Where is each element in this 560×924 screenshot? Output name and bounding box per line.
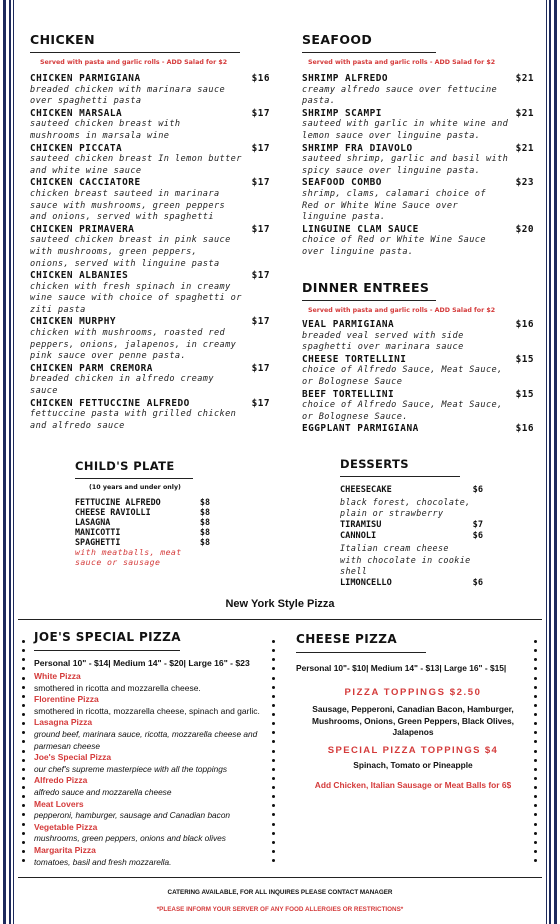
- item-price: $6: [472, 485, 483, 495]
- dot: [22, 759, 25, 762]
- item-description: shrimp, clams, calamari choice of: [302, 188, 486, 199]
- dot: [272, 859, 275, 862]
- dot: [272, 759, 275, 762]
- menu-item: [30, 398, 270, 410]
- item-name: CHICKEN CACCIATORE: [30, 177, 141, 189]
- section-note: Served with pasta and garlic rolls - ADD Salad for $2: [308, 307, 496, 314]
- dot: [22, 649, 25, 652]
- item-description: sauce: [30, 386, 58, 397]
- pizza-name: Margarita Pizza: [34, 844, 96, 855]
- item-price: $16: [515, 319, 534, 330]
- item-description: with mushrooms, green peppers,: [30, 246, 198, 257]
- item-description: sauteed chicken breast in pink sauce: [30, 235, 231, 246]
- menu-item: [30, 177, 270, 189]
- dot: [272, 804, 275, 807]
- item-description: sauce with mushrooms, green peppers: [30, 200, 226, 211]
- item-description: mushrooms in marsala wine: [30, 130, 170, 141]
- item-description: pink sauce over penne pasta.: [30, 351, 187, 362]
- menu-item: [30, 224, 270, 236]
- menu-item: [302, 73, 534, 85]
- item-description: over spaghetti pasta: [30, 96, 142, 107]
- section-title: JOE'S SPECIAL PIZZA: [34, 630, 181, 644]
- childs-extra-line: with meatballs, meat: [75, 547, 182, 557]
- item-name: BEEF TORTELLINI: [302, 388, 395, 400]
- pizza-description: tomatoes, basil and fresh mozzarella.: [34, 856, 172, 867]
- item-description: and white wine sauce: [30, 165, 142, 176]
- item-price: $17: [251, 397, 270, 409]
- dot: [22, 768, 25, 771]
- childs-extra-line: sauce or sausage: [75, 557, 161, 567]
- pizza-name: Lasagna Pizza: [34, 717, 93, 728]
- item-description: or Bolognese Sauce: [302, 376, 403, 387]
- dot: [272, 795, 275, 798]
- item-price: $21: [515, 142, 534, 154]
- item-description: breaded chicken in alfredo creamy: [30, 374, 214, 385]
- dot: [534, 795, 537, 798]
- pizza-name: Meat Lovers: [34, 798, 84, 809]
- dot-border-left: [22, 640, 25, 862]
- menu-item: [75, 497, 210, 507]
- item-price: $8: [199, 507, 210, 517]
- dot: [22, 832, 25, 835]
- item-description: onions, served with linguine pasta: [30, 258, 220, 269]
- dot: [272, 841, 275, 844]
- special-toppings-list: Spinach, Tomato or Pineapple: [353, 759, 473, 770]
- dot: [534, 832, 537, 835]
- item-description: and alfredo sauce: [30, 420, 125, 431]
- dot: [534, 841, 537, 844]
- item-name: TIRAMISU: [340, 519, 382, 530]
- item-description: plain or strawberry: [340, 508, 444, 519]
- dot: [272, 768, 275, 771]
- item-description: sauteed chicken breast In lemon butter: [30, 154, 242, 165]
- section-title: CHILD'S PLATE: [75, 459, 175, 473]
- pizza-description: smothered in ricotta, mozzarella cheese, spinach and garlic.: [34, 705, 260, 716]
- menu-list: [340, 485, 485, 589]
- item-price: $17: [251, 316, 270, 328]
- item-description: spaghetti over marinara sauce: [302, 342, 464, 353]
- pizza-description: smothered in ricotta and mozzarella cheese.: [34, 682, 201, 693]
- item-name: CHICKEN MURPHY: [30, 316, 117, 328]
- item-description: lemon sauce over linguine pasta.: [302, 130, 481, 141]
- dot: [22, 786, 25, 789]
- dot: [22, 841, 25, 844]
- dot: [22, 695, 25, 698]
- section-note: Served with pasta and garlic rolls - ADD Salad for $2: [40, 59, 228, 66]
- item-description: creamy alfredo sauce over fettucine: [302, 84, 498, 95]
- menu-item: [30, 108, 270, 120]
- dot: [534, 686, 537, 689]
- special-toppings-title: SPECIAL PIZZA TOPPINGS $4: [327, 744, 499, 756]
- menu-item: [302, 224, 534, 236]
- item-price: $23: [515, 177, 534, 189]
- dot: [22, 686, 25, 689]
- item-price: $8: [199, 527, 210, 537]
- toppings-title: PIZZA TOPPINGS $2.50: [344, 687, 482, 698]
- dot: [534, 804, 537, 807]
- pizza-list: [34, 671, 270, 868]
- item-price: $6: [472, 577, 483, 588]
- dot: [22, 677, 25, 680]
- dot: [534, 813, 537, 816]
- border-stripe: [549, 0, 551, 924]
- item-name: SPAGHETTI: [75, 537, 121, 547]
- item-price: $8: [199, 517, 210, 527]
- childs-section: [75, 459, 210, 567]
- dot: [22, 731, 25, 734]
- dot: [534, 695, 537, 698]
- item-description: sauteed with garlic in white wine and: [302, 119, 509, 130]
- menu-item: [340, 578, 485, 590]
- item-name: CHICKEN PARMIGIANA: [30, 73, 141, 84]
- title-rule: [30, 52, 240, 53]
- item-name: CHICKEN ALBANIES: [30, 270, 129, 282]
- dot: [534, 667, 537, 670]
- item-description: chicken with fresh spinach in creamy: [30, 281, 231, 292]
- section-title: DESSERTS: [340, 457, 409, 471]
- section-note: (10 years and under only): [89, 484, 181, 491]
- dot: [534, 704, 537, 707]
- item-price: $8: [199, 497, 210, 507]
- item-description: sauteed shrimp, garlic and basil with: [302, 154, 509, 165]
- item-name: SHRIMP FRA DIAVOLO: [302, 142, 413, 154]
- dot: [22, 750, 25, 753]
- pizza-name: White Pizza: [34, 671, 81, 681]
- item-name: LINGUINE CLAM SAUCE: [302, 223, 419, 235]
- item-price: $21: [515, 73, 534, 84]
- item-description: chicken with mushrooms, roasted red: [30, 328, 226, 339]
- pizza-description: our chef's supreme masterpiece with all the toppings: [34, 763, 227, 774]
- menu-item: [75, 507, 210, 517]
- section-title: DINNER ENTREES: [302, 280, 430, 295]
- dot: [272, 722, 275, 725]
- dot: [272, 713, 275, 716]
- item-name: CANNOLI: [340, 531, 377, 542]
- dot: [22, 777, 25, 780]
- item-price: $8: [199, 537, 210, 547]
- dot: [272, 813, 275, 816]
- item-description: wine sauce with choice of spaghetti or: [30, 293, 242, 304]
- section-title: CHICKEN: [30, 32, 95, 47]
- pizza-description: mushrooms, green peppers, onions and black olives: [34, 833, 226, 844]
- size-prices: Personal 10"- $10| Medium 14" - $13| Large 16" - $15|: [296, 663, 507, 673]
- border-stripe: [9, 0, 11, 924]
- item-description: black forest, chocolate,: [340, 496, 471, 507]
- dot: [272, 850, 275, 853]
- dot: [534, 850, 537, 853]
- catering-note: CATERING AVAILABLE, FOR ALL INQUIRES PLEASE CONTACT MANAGER: [167, 889, 393, 896]
- dot: [534, 823, 537, 826]
- menu-item: [340, 531, 485, 543]
- dot: [272, 740, 275, 743]
- border-stripe: [3, 0, 6, 924]
- title-rule: [302, 52, 436, 53]
- item-description: or Bolognese Sauce.: [302, 411, 408, 422]
- item-price: $17: [251, 223, 270, 235]
- dot: [272, 658, 275, 661]
- menu-item: [340, 485, 485, 497]
- item-name: CHICKEN FETTUCCINE ALFREDO: [30, 397, 190, 409]
- menu-list: [30, 73, 270, 432]
- dot: [22, 859, 25, 862]
- item-description: breaded veal served with side: [302, 330, 464, 341]
- dot: [534, 759, 537, 762]
- section-title: CHEESE PIZZA: [296, 632, 398, 646]
- item-description: spicy sauce over linguine pasta.: [302, 165, 481, 176]
- dot: [272, 786, 275, 789]
- menu-item: [75, 527, 210, 537]
- item-description: linguine pasta.: [302, 212, 386, 223]
- menu-list: [302, 73, 534, 259]
- menu-item: [302, 319, 534, 331]
- item-description: ziti pasta: [30, 304, 86, 315]
- menu-item: [302, 354, 534, 366]
- menu-item: [302, 108, 534, 120]
- item-price: $20: [515, 223, 534, 235]
- dot: [272, 750, 275, 753]
- dot: [272, 686, 275, 689]
- dot: [534, 677, 537, 680]
- menu-item: [75, 537, 210, 547]
- add-meat-note: Add Chicken, Italian Sausage or Meat Balls for 6$: [314, 779, 512, 790]
- seafood-section: [302, 32, 534, 259]
- item-description: choice of Alfredo Sauce, Meat Sauce,: [302, 400, 503, 411]
- menu-item: [30, 270, 270, 282]
- dot: [22, 658, 25, 661]
- allergy-note: *PLEASE INFORM YOUR SERVER OF ANY FOOD ALLERGIES OR RESTRICTIONS*: [156, 906, 404, 913]
- item-description: over linguine pasta.: [302, 246, 414, 257]
- menu-item: [302, 389, 534, 401]
- menu-item: [302, 423, 534, 435]
- dot-border-right: [534, 640, 537, 862]
- dot: [272, 731, 275, 734]
- dot: [534, 722, 537, 725]
- menu-item: [75, 517, 210, 527]
- item-price: $17: [251, 177, 270, 189]
- item-name: SHRIMP SCAMPI: [302, 107, 382, 119]
- border-stripe: [13, 0, 14, 924]
- dot: [22, 713, 25, 716]
- dot: [22, 813, 25, 816]
- item-description: fettuccine pasta with grilled chicken: [30, 409, 237, 420]
- dot: [272, 823, 275, 826]
- dot: [272, 640, 275, 643]
- item-name: CHICKEN MARSALA: [30, 107, 123, 119]
- size-prices: Personal 10" - $14| Medium 14" - $20| Large 16" - $23: [34, 658, 250, 668]
- joes-section: [34, 630, 270, 868]
- border-stripe: [546, 0, 547, 924]
- pizza-name: Vegetable Pizza: [34, 821, 98, 832]
- item-name: LASAGNA: [75, 517, 111, 527]
- item-price: $17: [251, 142, 270, 154]
- item-description: and onions, served with spaghetti: [30, 212, 214, 223]
- item-name: SHRIMP ALFREDO: [302, 73, 389, 84]
- title-rule: [340, 476, 460, 477]
- border-stripe: [554, 0, 557, 924]
- item-name: CHEESE RAVIOLLI: [75, 507, 151, 517]
- childs-extra: [75, 547, 210, 567]
- dot: [534, 731, 537, 734]
- item-price: $17: [251, 107, 270, 119]
- dot: [22, 722, 25, 725]
- dot: [272, 777, 275, 780]
- title-rule: [296, 652, 426, 653]
- item-price: $21: [515, 107, 534, 119]
- pizza-name: Joe's Special Pizza: [34, 752, 112, 763]
- item-name: SEAFOOD COMBO: [302, 177, 382, 189]
- dot: [534, 649, 537, 652]
- item-price: $17: [251, 362, 270, 374]
- item-price: $16: [251, 73, 270, 84]
- dot: [22, 804, 25, 807]
- dot: [534, 713, 537, 716]
- item-description: pasta.: [302, 96, 336, 107]
- dot: [22, 823, 25, 826]
- pizza-name: Florentine Pizza: [34, 694, 99, 705]
- item-price: $17: [251, 270, 270, 282]
- item-description: sauteed chicken breast with: [30, 119, 181, 130]
- dot: [22, 795, 25, 798]
- menu-item: [30, 73, 270, 85]
- item-description: choice of Alfredo Sauce, Meat Sauce,: [302, 365, 503, 376]
- pizza-description: pepperoni, hamburger, sausage and Canadian bacon: [34, 810, 231, 821]
- dot: [272, 667, 275, 670]
- item-description: with chocolate in cookie: [340, 554, 471, 565]
- dot: [272, 649, 275, 652]
- menu-item: [302, 177, 534, 189]
- desserts-section: [340, 457, 485, 589]
- pizza-description: alfredo sauce and mozzarella cheese: [34, 786, 172, 797]
- item-description: Italian cream cheese: [340, 542, 449, 553]
- item-description: choice of Red or White Wine Sauce: [302, 235, 486, 246]
- dot: [272, 704, 275, 707]
- dot: [534, 658, 537, 661]
- item-name: EGGPLANT PARMIGIANA: [302, 423, 419, 435]
- pizza-heading: New York Style Pizza: [225, 598, 335, 610]
- item-description: chicken breast sauteed in marinara: [30, 188, 220, 199]
- item-price: $6: [472, 531, 483, 542]
- section-note: Served with pasta and garlic rolls - ADD Salad for $2: [308, 59, 496, 66]
- item-description: shell: [340, 566, 368, 577]
- dot: [534, 750, 537, 753]
- dot: [272, 832, 275, 835]
- dot: [534, 786, 537, 789]
- menu-item: [30, 316, 270, 328]
- item-name: CHEESECAKE: [340, 485, 392, 495]
- dot-border-middle: [272, 640, 275, 862]
- item-name: CHEESE TORTELLINI: [302, 353, 407, 365]
- item-name: CHICKEN PARM CREMORA: [30, 362, 153, 374]
- title-rule: [34, 650, 180, 651]
- dot: [534, 777, 537, 780]
- item-price: $16: [515, 423, 534, 435]
- dot: [22, 640, 25, 643]
- dot: [534, 640, 537, 643]
- item-description: breaded chicken with marinara sauce: [30, 84, 226, 95]
- dot: [534, 740, 537, 743]
- chicken-section: [30, 32, 270, 432]
- menu-list: [75, 497, 210, 547]
- dot: [534, 768, 537, 771]
- item-name: MANICOTTI: [75, 527, 121, 537]
- dot: [22, 740, 25, 743]
- item-price: $7: [472, 519, 483, 530]
- dot: [22, 704, 25, 707]
- menu-item: [30, 143, 270, 155]
- section-title: SEAFOOD: [302, 32, 373, 47]
- item-name: CHICKEN PRIMAVERA: [30, 223, 135, 235]
- item-description: peppers, onions, jalapenos, in creamy: [30, 339, 237, 350]
- dot: [272, 677, 275, 680]
- item-price: $15: [515, 388, 534, 400]
- item-description: Red or White Wine Sauce over: [302, 200, 459, 211]
- menu-list: [302, 319, 534, 435]
- dot: [534, 859, 537, 862]
- dinner-section: [302, 280, 534, 435]
- item-name: CHICKEN PICCATA: [30, 142, 123, 154]
- item-name: LIMONCELLO: [340, 577, 392, 588]
- cheese-section: [296, 632, 530, 790]
- menu-item: [302, 143, 534, 155]
- item-name: VEAL PARMIGIANA: [302, 319, 395, 330]
- toppings-list: Sausage, Pepperoni, Canadian Bacon, Hamburger, Mushrooms, Onions, Green Peppers, Black Olives, Jalapenos: [312, 704, 514, 738]
- pizza-name: Alfredo Pizza: [34, 775, 88, 786]
- item-name: FETTUCINE ALFREDO: [75, 497, 161, 507]
- item-price: $15: [515, 353, 534, 365]
- title-rule: [302, 300, 436, 301]
- title-rule: [75, 478, 193, 479]
- dot: [272, 695, 275, 698]
- menu-item: [30, 363, 270, 375]
- dot: [22, 667, 25, 670]
- dot: [22, 850, 25, 853]
- pizza-description: ground beef, marinara sauce, ricotta, mozzarella cheese and parmesan cheese: [34, 728, 258, 751]
- menu-item: [340, 520, 485, 532]
